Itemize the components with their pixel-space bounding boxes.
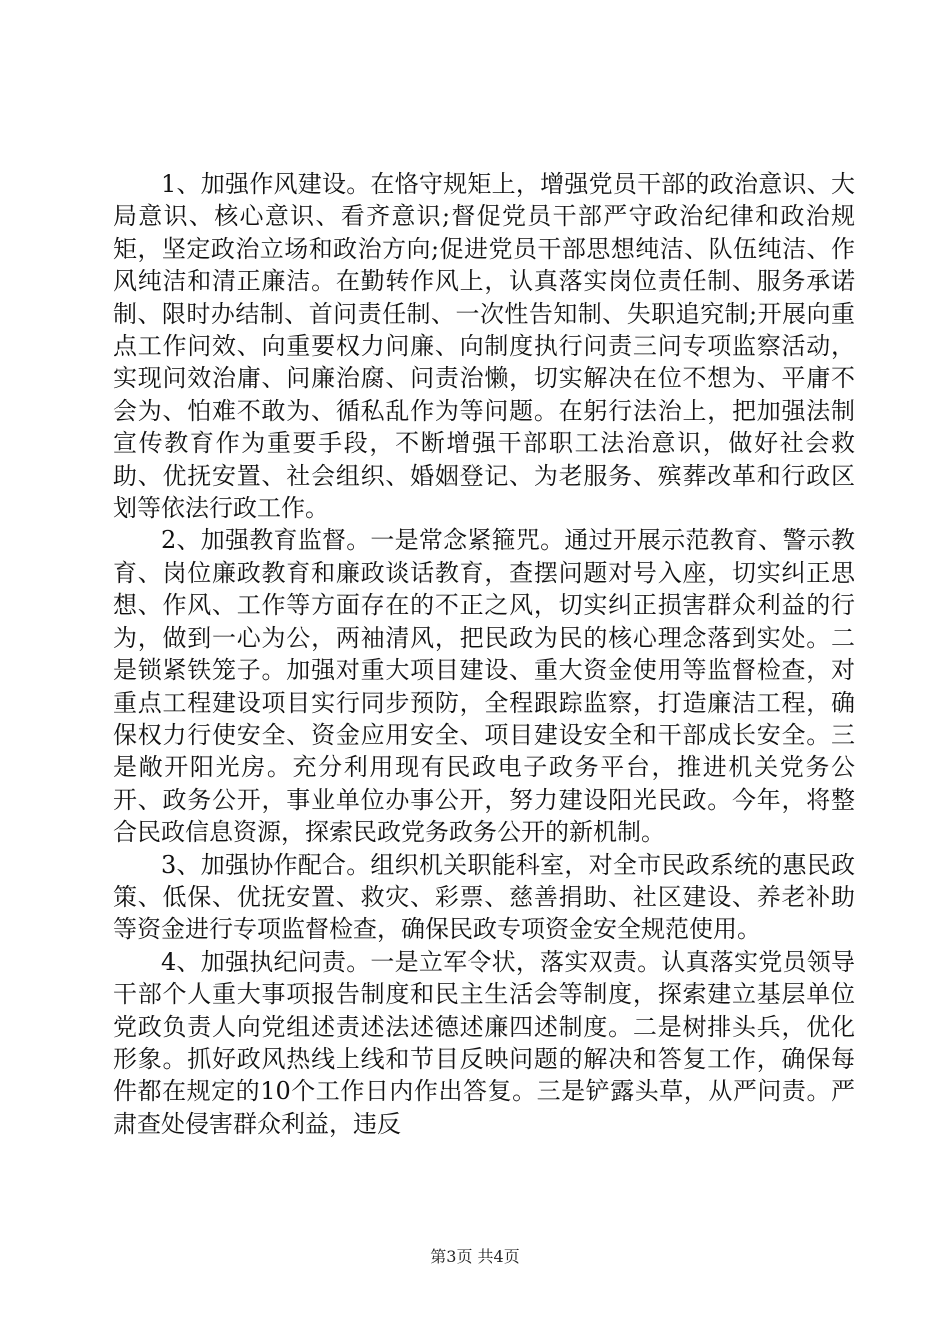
page-number-footer: 第3页 共4页 — [430, 1247, 520, 1266]
paragraph-discipline-accountability: 4、加强执纪问责。一是立军令状，落实双责。认真落实党员领导干部个人重大事项报告制度和民主生活会等制度，探索建立基层单位党政负责人向党组述责述法述德述廉四述制度。二是树排头兵，优化形象。抓好政风热线上线和节目反映问题的解决和答复工作，确保每件都在规定的10个工作日内作出答复。三是铲露头草，从严问责。严肃查处侵害群众利益，违反 — [113, 947, 855, 1138]
paragraph-coordination: 3、加强协作配合。组织机关职能科室，对全市民政系统的惠民政策、低保、优抚安置、救灾、彩票、慈善捐助、社区建设、养老补助等资金进行专项监督检查，确保民政专项资金安全规范使用。 — [113, 850, 855, 944]
paragraph-work-style: 1、加强作风建设。在恪守规矩上，增强党员干部的政治意识、大局意识、核心意识、看齐意识;督促党员干部严守政治纪律和政治规矩，坚定政治立场和政治方向;促进党员干部思想纯洁、队伍纯洁、作风纯洁和清正廉洁。在勤转作风上，认真落实岗位责任制、服务承诺制、限时办结制、首问责任制、一次性告知制、失职追究制;开展向重点工作问效、向重要权力问廉、向制度执行问责三问专项监察活动，实现问效治庸、问廉治腐、问责治懒，切实解决在位不想为、平庸不会为、怕难不敢为、循私乱作为等问题。在躬行法治上，把加强法制宣传教育作为重要手段，不断增强干部职工法治意识，做好社会救助、优抚安置、社会组织、婚姻登记、为老服务、殡葬改革和行政区划等依法行政工作。 — [113, 170, 855, 523]
paragraph-education-supervision: 2、加强教育监督。一是常念紧箍咒。通过开展示范教育、警示教育、岗位廉政教育和廉政谈话教育，查摆问题对号入座，切实纠正思想、作风、工作等方面存在的不正之风，切实纠正损害群众利益的行为，做到一心为公，两袖清风，把民政为民的核心理念落到实处。二是锁紧铁笼子。加强对重大项目建设、重大资金使用等监督检查，对重点工程建设项目实行同步预防，全程跟踪监察，打造廉洁工程，确保权力行使安全、资金应用安全、项目建设安全和干部成长安全。三是敞开阳光房。充分利用现有民政电子政务平台，推进机关党务公开、政务公开，事业单位办事公开，努力建设阳光民政。今年，将整合民政信息资源，探索民政党务政务公开的新机制。 — [113, 526, 855, 847]
document-body — [113, 168, 855, 1140]
